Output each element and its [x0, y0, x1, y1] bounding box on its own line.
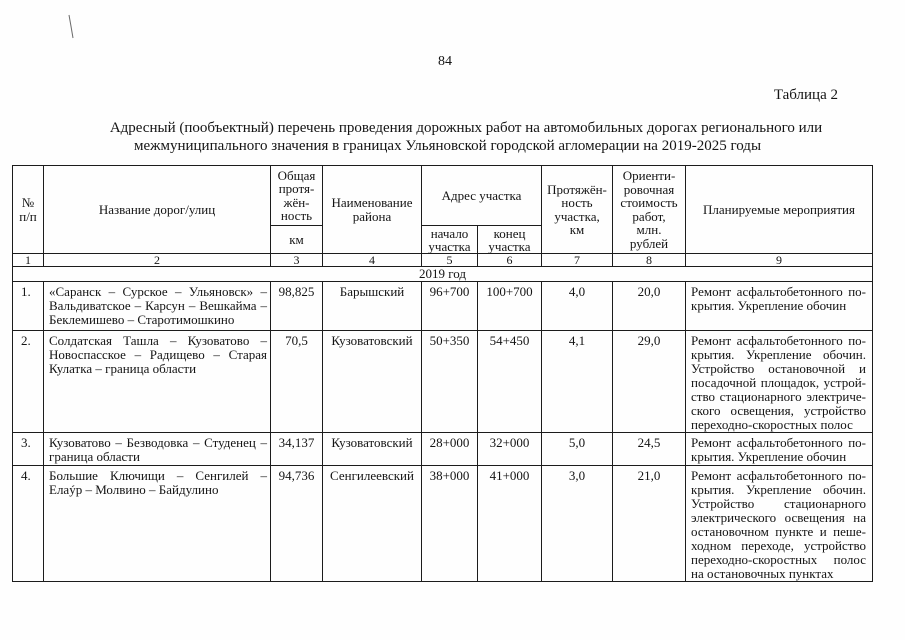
header-total-length-unit: км [289, 232, 304, 247]
header-section-length-cell [542, 166, 613, 254]
table-header-row [13, 166, 873, 226]
column-number: 3 [271, 254, 323, 267]
header-start-line: начало [430, 225, 469, 241]
row-number: 4. [21, 468, 31, 483]
header-end-cell [478, 226, 542, 254]
header-total-length-line: Общая [277, 167, 316, 183]
section-start-value: 38+000 [429, 468, 470, 483]
header-district-line: Наименование [331, 195, 413, 210]
measures-line: переходно-скоростных полос [691, 552, 867, 567]
header-total-length-cell [271, 166, 323, 226]
row-number: 1. [21, 284, 31, 299]
header-total-length-line: жён- [283, 194, 310, 210]
section-end-value: 41+000 [489, 468, 530, 483]
header-section-length-line: км [569, 222, 585, 237]
road-name-line: Кулатка – граница области [49, 361, 197, 376]
header-start-line: участка [428, 238, 471, 254]
column-number: 5 [422, 254, 478, 267]
section-length-cell [542, 466, 613, 582]
section-end-cell [478, 466, 542, 582]
header-district-line: района [352, 208, 392, 224]
measures-line: Ремонт асфальтобетонного по- [691, 468, 867, 483]
district-cell [323, 331, 422, 433]
cost-cell [613, 466, 686, 582]
measures-cell [686, 433, 873, 466]
measures-cell [686, 466, 873, 582]
cost-cell [613, 433, 686, 466]
cost-cell [613, 331, 686, 433]
header-cost-line: Ориенти- [622, 168, 676, 183]
section-start-value: 28+000 [429, 435, 470, 450]
measures-cell [686, 282, 873, 331]
cost-value: 21,0 [637, 468, 661, 483]
column-number: 9 [686, 254, 873, 267]
road-name-cell [44, 331, 271, 433]
total-length-cell [271, 433, 323, 466]
measures-line: крытия. Укрепление обочин [691, 449, 847, 464]
row-number-cell [13, 433, 44, 466]
section-end-cell [478, 433, 542, 466]
measures-line: переходно-скоростных полос [691, 417, 853, 432]
header-road-cell [44, 166, 271, 254]
road-name-line: Елаýр – Молвино – Байдулино [49, 482, 219, 497]
column-number: 8 [613, 254, 686, 267]
total-length-value: 94,736 [278, 468, 315, 483]
header-address-cell [422, 166, 542, 226]
measures-line: Ремонт асфальтобетонного по- [691, 333, 867, 348]
total-length-cell [271, 466, 323, 582]
measures-line: на остановочных пунктах [691, 566, 834, 581]
column-number: 4 [323, 254, 422, 267]
header-section-length-line: Протяжён- [547, 181, 607, 197]
measures-line: ского освещения, устройство [691, 403, 867, 418]
section-length-cell [542, 331, 613, 433]
measures-line: электрического освещения на [691, 510, 867, 525]
road-name-line: Беклемишево – Старотимошкино [49, 312, 235, 327]
header-district-cell [323, 166, 422, 254]
header-cost-line: млн. [636, 222, 662, 237]
road-name-line: Солдатская Ташла – Кузоватово – [49, 333, 267, 348]
total-length-value: 98,825 [278, 284, 315, 299]
road-name-line: «Саранск – Сурское – Ульяновск» – [49, 284, 267, 299]
road-name-cell [44, 466, 271, 582]
measures-line: Ремонт асфальтобетонного по- [691, 284, 867, 299]
section-length-value: 4,1 [568, 333, 586, 348]
row-number: 3. [21, 435, 31, 450]
cost-value: 20,0 [637, 284, 661, 299]
total-length-cell [271, 282, 323, 331]
measures-line: Устройство стационарного [691, 496, 867, 511]
section-length-cell [542, 282, 613, 331]
district-name: Барышский [339, 284, 405, 299]
year-group-label: 2019 год [13, 267, 873, 282]
measures-line: крытия. Укрепление обочин [691, 298, 847, 313]
row-number-cell [13, 282, 44, 331]
district-name: Кузоватовский [331, 435, 413, 450]
road-name-line: Кузоватово – Безводовка – Студенец – [49, 435, 267, 450]
table-label: Таблица 2 [773, 87, 838, 103]
measures-line: ство стационарного электриче- [691, 389, 867, 404]
column-numbers-row [13, 254, 873, 267]
title-line-2: межмуниципального значения в границах Ульяновской городской агломерации на 2019-2025 годы [133, 138, 762, 154]
total-length-value: 34,137 [278, 435, 315, 450]
year-group-row [13, 267, 873, 282]
section-end-cell [478, 331, 542, 433]
measures-line: Устройство остановочной и [691, 361, 867, 376]
cost-value: 29,0 [637, 333, 661, 348]
section-start-cell [422, 433, 478, 466]
header-end-line: конец [493, 225, 526, 241]
header-start-cell [422, 226, 478, 254]
column-number: 1 [13, 254, 44, 267]
cost-cell [613, 282, 686, 331]
section-start-cell [422, 282, 478, 331]
header-section-length-line: участка, [554, 208, 600, 224]
section-length-value: 4,0 [568, 284, 586, 299]
total-length-cell [271, 331, 323, 433]
district-cell [323, 282, 422, 331]
scan-artifact-mark [66, 14, 78, 40]
road-name-line: Новоспасское – Радищево – Старая [49, 347, 267, 362]
header-cost-line: работ, [632, 208, 666, 224]
road-name-cell [44, 282, 271, 331]
measures-line: ходном переходе, устройство [691, 538, 867, 553]
row-number-cell [13, 331, 44, 433]
section-end-cell [478, 282, 542, 331]
title-line-1: Адресный (пообъектный) перечень проведения дорожных работ на автомобильных дорогах регионального или [109, 120, 823, 136]
district-name: Сенгилеевский [330, 468, 414, 483]
table-row [13, 282, 873, 331]
road-works-table [12, 165, 873, 582]
measures-line: Ремонт асфальтобетонного по- [691, 435, 867, 450]
section-length-value: 3,0 [568, 468, 586, 483]
table-row [13, 466, 873, 582]
road-name-line: Вальдиватское – Карсун – Вешкайма – [49, 298, 267, 313]
table-row [13, 433, 873, 466]
section-length-cell [542, 433, 613, 466]
district-cell [323, 466, 422, 582]
section-start-cell [422, 466, 478, 582]
district-name: Кузоватовский [331, 333, 413, 348]
column-number: 6 [478, 254, 542, 267]
measures-line: остановочном пункте и пеше- [691, 524, 867, 539]
road-name-line: Большие Ключищи – Сенгилей – [49, 468, 267, 483]
column-number: 7 [542, 254, 613, 267]
header-cost-line: стоимость [620, 195, 678, 210]
header-address-label: Адрес участка [441, 187, 522, 203]
header-cost-cell [613, 166, 686, 254]
road-name-cell [44, 433, 271, 466]
row-number: 2. [21, 333, 31, 348]
measures-line: крытия. Укрепление обочин. [691, 347, 867, 362]
total-length-value: 70,5 [285, 333, 308, 348]
header-cost-line: рублей [629, 235, 669, 251]
measures-cell [686, 331, 873, 433]
district-cell [323, 433, 422, 466]
section-length-value: 5,0 [568, 435, 586, 450]
section-end-value: 100+700 [486, 284, 533, 299]
table-row [13, 331, 873, 433]
header-num-cell [13, 166, 44, 254]
section-start-cell [422, 331, 478, 433]
header-measures-label: Планируемые мероприятия [703, 201, 855, 217]
section-start-value: 96+700 [429, 284, 470, 299]
header-measures-cell [686, 166, 873, 254]
header-total-length-line: ность [280, 208, 313, 223]
column-number: 2 [44, 254, 271, 267]
measures-line: крытия. Укрепление обочин. [691, 482, 867, 497]
measures-line: посадочной площадок, устрой- [691, 375, 867, 390]
page-number: 84 [438, 54, 452, 69]
header-total-length-unit-cell [271, 226, 323, 254]
header-section-length-line: ность [561, 195, 593, 210]
header-cost-line: ровочная [623, 181, 675, 197]
section-end-value: 32+000 [489, 435, 530, 450]
header-total-length-line: протя- [278, 181, 315, 196]
header-num-line: п/п [19, 208, 37, 224]
header-num-line: № [21, 195, 35, 210]
header-road-label: Название дорог/улиц [98, 201, 216, 217]
row-number-cell [13, 466, 44, 582]
section-start-value: 50+350 [429, 333, 470, 348]
cost-value: 24,5 [637, 435, 661, 450]
header-end-line: участка [488, 238, 531, 254]
section-end-value: 54+450 [489, 333, 530, 348]
road-name-line: граница области [49, 449, 140, 464]
